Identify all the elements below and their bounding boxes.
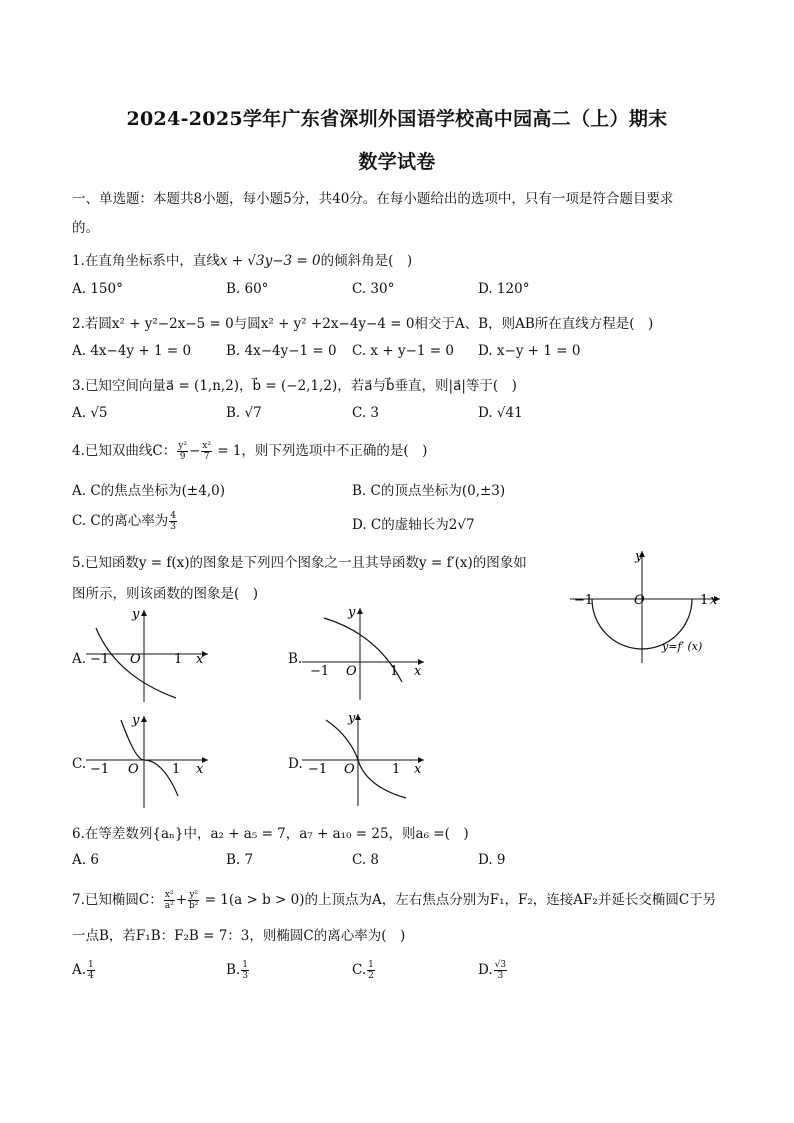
origin-label: O [128, 762, 139, 777]
q2-option-c[interactable]: C. x + y−1 = 0 [352, 343, 454, 359]
x-axis-label: x [414, 762, 422, 777]
origin-label: O [130, 652, 141, 667]
question-7 [72, 888, 716, 911]
question-text: 已知双曲线C： [84, 443, 177, 459]
fraction: $\frac{4}{3}$ [170, 511, 176, 532]
q4-option-a[interactable]: A. C的焦点坐标为(±4,0) [72, 483, 225, 499]
question-5-cont: 图所示，则该函数的图象是( ) [72, 586, 259, 602]
derivative-graph [570, 545, 730, 665]
question-text: = 1，则下列选项中不正确的是( ) [212, 443, 428, 459]
question-text: 在等差数列{aₙ}中，a₂ + a₅ = 7，a₇ + a₁₀ = 25，则a₆ =( ) [84, 826, 469, 842]
x-axis-label: x [414, 664, 422, 679]
question-text: 已知函数y = f(x)的图象是下列四个图象之一且其导函数y = f′(x)的图象如 [84, 555, 527, 571]
section-heading: 一、单选题：本题共8小题，每小题5分，共40分。在每小题给出的选项中，只有一项是符合题目要求 [72, 191, 674, 207]
question-number: 2. [72, 316, 85, 332]
q1-option-d[interactable]: D. 120° [478, 281, 530, 297]
minus-sign: − [188, 443, 201, 459]
question-text: = 1(a > b > 0)的上顶点为A，左右焦点分别为F₁，F₂，连接AF₂并延长交椭圆C于另 [200, 892, 717, 908]
question-text: 已知空间向量a⃗ = (1,n,2)，b⃗ = (−2,1,2)，若a⃗与b⃗垂直，则|a⃗|等于( ) [84, 378, 517, 394]
fraction: $\frac{√3}{3}$ [494, 960, 507, 981]
option-letter: A. [72, 962, 87, 978]
tick-label-neg1: −1 [310, 664, 330, 679]
question-number: 6. [72, 826, 85, 842]
question-text: 的倾斜角是( ) [320, 253, 413, 269]
x-axis-label: x [196, 762, 204, 777]
question-6 [72, 822, 469, 842]
fraction: $\frac{\text{y²}}{\text{b²}}$ [189, 890, 199, 911]
x-axis-label: x [196, 652, 204, 667]
q3-option-b[interactable]: B. √7 [226, 405, 262, 421]
fraction: $\frac{1}{2}$ [368, 960, 374, 981]
q6-option-c[interactable]: C. 8 [352, 852, 380, 868]
q2-option-d[interactable]: D. x−y + 1 = 0 [478, 343, 581, 359]
option-letter: D. [478, 962, 493, 978]
tick-label-neg1: −1 [308, 762, 328, 777]
question-text: 已知椭圆C： [84, 892, 163, 908]
question-3 [72, 374, 517, 394]
question-number: 7. [72, 892, 85, 908]
question-5 [72, 551, 527, 571]
tick-label-neg1: −1 [90, 762, 110, 777]
fraction: $\frac{\text{y²}}{9}$ [178, 441, 187, 462]
page-subtitle: 数学试卷 [358, 151, 436, 173]
origin-label: O [344, 762, 355, 777]
option-letter: B. [226, 962, 241, 978]
origin-label: O [634, 593, 645, 608]
q4-option-d[interactable]: D. C的虚轴长为2√7 [352, 517, 475, 533]
q4-option-b[interactable]: B. C的顶点坐标为(0,±3) [352, 483, 506, 499]
curve-label: y=f′ (x) [662, 640, 703, 653]
x-axis-label: x [710, 593, 718, 608]
equation: x + √3y−3 = 0 [219, 253, 321, 269]
q7-option-c[interactable] [352, 960, 376, 981]
y-axis-label: y [132, 713, 140, 728]
y-axis-label: y [348, 605, 356, 620]
q5-option-b-graph[interactable] [302, 604, 432, 704]
question-number: 4. [72, 443, 85, 459]
question-7-cont: 一点B，若F₁B：F₂B = 7：3，则椭圆C的离心率为( ) [72, 928, 406, 944]
y-axis-label: y [348, 711, 356, 726]
q7-option-a[interactable] [72, 960, 96, 981]
q5-option-b-label[interactable]: B. [288, 651, 303, 667]
q5-option-a-label[interactable]: A. [72, 651, 87, 667]
q5-option-d-graph[interactable] [302, 710, 432, 810]
page-title: 2024-2025学年广东省深圳外国语学校高中园高二（上）期末 [126, 108, 668, 130]
tick-label-neg1: −1 [90, 652, 110, 667]
q3-option-a[interactable]: A. √5 [72, 405, 108, 421]
tick-label-pos1: 1 [174, 652, 183, 667]
q7-option-d[interactable] [478, 960, 508, 981]
q1-option-a[interactable]: A. 150° [72, 281, 123, 297]
option-letter: C. [352, 962, 367, 978]
q7-option-b[interactable] [226, 960, 250, 981]
question-number: 5. [72, 555, 85, 571]
q2-option-a[interactable]: A. 4x−4y + 1 = 0 [72, 343, 192, 359]
q6-option-a[interactable]: A. 6 [72, 852, 99, 868]
section-heading-cont: 的。 [72, 220, 99, 236]
fraction: $\frac{\text{x²}}{7}$ [202, 441, 211, 462]
tick-label-pos1: 1 [700, 593, 709, 608]
question-number: 1. [72, 253, 85, 269]
question-number: 3. [72, 378, 85, 394]
q5-option-c-label[interactable]: C. [72, 756, 87, 772]
tick-label-neg1: −1 [574, 593, 594, 608]
q6-option-d[interactable]: D. 9 [478, 852, 506, 868]
question-2 [72, 312, 653, 332]
plus-sign: + [175, 892, 188, 908]
q6-option-b[interactable]: B. 7 [226, 852, 254, 868]
tick-label-pos1: 1 [172, 762, 181, 777]
q2-option-b[interactable]: B. 4x−4y−1 = 0 [226, 343, 337, 359]
q5-option-a-graph[interactable] [86, 606, 211, 706]
q5-option-d-label[interactable]: D. [288, 756, 303, 772]
question-1 [72, 249, 412, 269]
option-text: C. C的离心率为 [72, 513, 169, 529]
tick-label-pos1: 1 [390, 664, 399, 679]
q1-option-c[interactable]: C. 30° [352, 281, 395, 297]
tick-label-pos1: 1 [392, 762, 401, 777]
y-axis-label: y [132, 607, 140, 622]
origin-label: O [346, 664, 357, 679]
fraction: $\frac{1}{3}$ [242, 960, 248, 981]
fraction: $\frac{\text{x²}}{\text{a²}}$ [164, 890, 174, 911]
question-text: 若圆x² + y²−2x−5 = 0与圆x² + y² +2x−4y−4 = 0相交于A、B，则AB所在直线方程是( ) [84, 316, 654, 332]
q3-option-d[interactable]: D. √41 [478, 405, 523, 421]
fraction: $\frac{1}{4}$ [88, 960, 94, 981]
q3-option-c[interactable]: C. 3 [352, 405, 380, 421]
q5-option-c-graph[interactable] [86, 712, 211, 812]
question-4 [72, 439, 427, 462]
question-text: 在直角坐标系中，直线 [84, 253, 220, 269]
y-axis-label: y [635, 549, 643, 564]
q4-option-c[interactable] [72, 509, 178, 532]
q1-option-b[interactable]: B. 60° [226, 281, 269, 297]
